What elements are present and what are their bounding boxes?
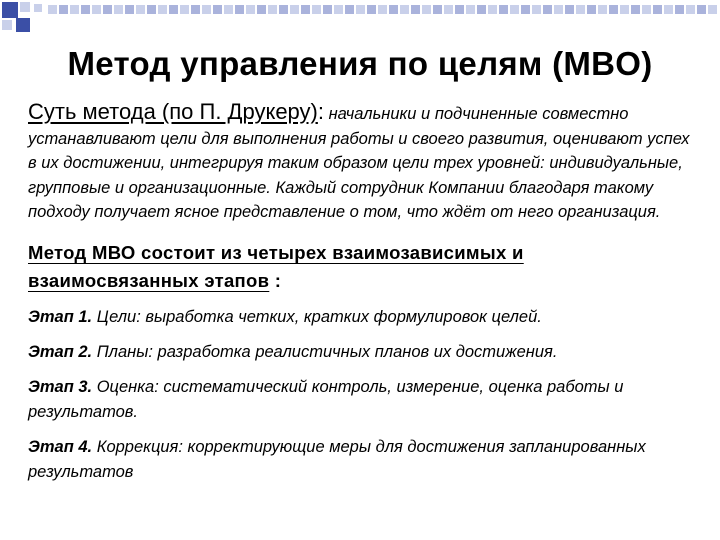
decor-square <box>433 5 442 14</box>
essence-paragraph <box>28 100 698 225</box>
stages-heading <box>28 239 698 295</box>
decor-square <box>411 5 420 14</box>
decor-square <box>213 5 222 14</box>
decor-square <box>224 5 233 14</box>
stage-item-2 <box>28 340 698 365</box>
decor-square <box>587 5 596 14</box>
decor-square <box>653 5 662 14</box>
decor-square <box>2 2 18 18</box>
decor-square <box>554 5 563 14</box>
decor-square <box>675 5 684 14</box>
essence-colon: : <box>317 99 324 124</box>
decor-square <box>609 5 618 14</box>
decor-square <box>59 5 68 14</box>
decor-square <box>180 5 189 14</box>
decor-square <box>191 5 200 14</box>
decor-square <box>345 5 354 14</box>
decor-square <box>631 5 640 14</box>
decor-square <box>598 5 607 14</box>
decor-square <box>356 5 365 14</box>
decor-square <box>708 5 717 14</box>
stage-item-4 <box>28 435 698 485</box>
decor-square <box>686 5 695 14</box>
stage-item-1 <box>28 305 698 330</box>
decor-square <box>378 5 387 14</box>
stage-label: Этап 1. <box>28 307 93 326</box>
decor-square <box>20 2 30 12</box>
stages-heading-text: Метод МВО состоит из четырех взаимозависимых и взаимосвязанных этапов <box>28 241 524 291</box>
decor-square <box>664 5 673 14</box>
decor-square <box>279 5 288 14</box>
decor-square <box>158 5 167 14</box>
decor-square <box>103 5 112 14</box>
decor-square <box>202 5 211 14</box>
decor-square <box>290 5 299 14</box>
slide-content <box>28 100 698 485</box>
decor-square <box>422 5 431 14</box>
decor-square <box>521 5 530 14</box>
decor-square <box>466 5 475 14</box>
decor-square <box>136 5 145 14</box>
decor-square <box>125 5 134 14</box>
decor-square <box>510 5 519 14</box>
decor-square <box>2 20 12 30</box>
decor-square <box>565 5 574 14</box>
decor-square <box>400 5 409 14</box>
decor-square <box>16 18 30 32</box>
decor-square <box>576 5 585 14</box>
stage-item-3 <box>28 375 698 425</box>
decor-square <box>444 5 453 14</box>
decor-square <box>169 5 178 14</box>
decor-square <box>389 5 398 14</box>
slide-title: Метод управления по целям (MBO) <box>67 45 653 82</box>
decor-square <box>477 5 486 14</box>
stage-label: Этап 3. <box>28 377 93 396</box>
decor-square <box>246 5 255 14</box>
decor-square <box>147 5 156 14</box>
decor-square <box>367 5 376 14</box>
decor-square <box>257 5 266 14</box>
decor-square <box>48 5 57 14</box>
stage-label: Этап 2. <box>28 342 93 361</box>
stage-text: Коррекция: корректирующие меры для достижения запланированных результатов <box>28 437 646 481</box>
decor-square <box>235 5 244 14</box>
decor-square <box>323 5 332 14</box>
decor-square <box>92 5 101 14</box>
essence-label: Суть метода (по П. Друкеру) <box>28 99 318 124</box>
decor-square <box>114 5 123 14</box>
stage-label: Этап 4. <box>28 437 93 456</box>
decor-square <box>488 5 497 14</box>
decor-square <box>642 5 651 14</box>
essence-text: начальники и подчиненные совместно устанавливают цели для выполнения работы и своего развития, оценивают успех в их достижении, интегрируя таким образом цели трех уровней: индивидуальные, групповые и организационные. Каждый сотрудник Компании благодаря такому подходу получает ясное представление о том, что ждёт от него организация. <box>28 105 690 221</box>
decorative-checker-band <box>0 0 720 40</box>
stage-text: Оценка: систематический контроль, измерение, оценка работы и результатов. <box>28 377 624 421</box>
decor-square <box>543 5 552 14</box>
decor-square <box>334 5 343 14</box>
decor-square <box>34 4 42 12</box>
decor-square <box>499 5 508 14</box>
decor-square <box>532 5 541 14</box>
decor-square <box>268 5 277 14</box>
decor-square <box>301 5 310 14</box>
decor-square <box>70 5 79 14</box>
stage-text: Цели: выработка четких, кратких формулировок целей. <box>92 307 542 326</box>
stage-text: Планы: разработка реалистичных планов их достижения. <box>92 342 558 361</box>
decor-square <box>620 5 629 14</box>
decor-square <box>312 5 321 14</box>
decor-square <box>697 5 706 14</box>
decor-square <box>81 5 90 14</box>
stages-heading-suffix: : <box>269 269 282 291</box>
decor-square <box>455 5 464 14</box>
